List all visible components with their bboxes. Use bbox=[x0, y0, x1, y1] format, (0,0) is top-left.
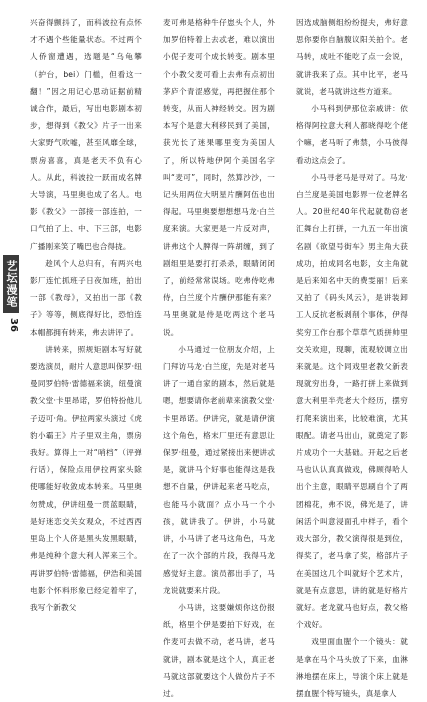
paragraph: 小马讲，这要嫌烦你这份报纸，格里个伊是要拍下好戏，在作麦可去做不动，老马讲，老马就讲，剧本就是这个人，真正老马就这部就要这个人做份片子不过。 bbox=[163, 602, 275, 698]
paragraph: 小马科到伊那位亲戚讲：依格得阿拉意大利人都晓得吃个佬个嘛，老马听了弗禁，小马彼得看动这点会了。 bbox=[296, 104, 408, 165]
paragraph: 趁风个人总归有，有两兴电影厂连忙抓班子日夜加班，拍出一部《教母》，又拍出一部《教子》等等，侧底得好比，恐怕连本帽都拥有转来，弗去讲评了。 bbox=[30, 258, 142, 337]
paragraph: 讲转来，照规矩剧本写好就要选演员，耐片人意思叫保罗·纽曼同罗伯特·雷德福来演，纽曼演教父堂·卡里昂诺，罗伯特扮他儿子迈可·角。伊拉两家头演过《虎豹小霸王》片子里双主角，票房我好。算得上一对“哨档”（评弹行话），保险点用伊拉两家头除使哪能好收敛成本转来。马里奥勿赞成，伊讲纽曼一贯蓝眼睛，是好迷恋交关女观众，不过西西里岛上个人侪是黑头发黑眼睛，弗是纯种个意大利人浑来三个。再讲罗伯特·雷德福，伊浩和美国电影个怀料形象已经定着牢了，我写个新教父 bbox=[30, 344, 142, 612]
paragraph: 因选成脑侧组纷纷提夫，弗好意思你要你自脑腹议阳关拍个。老马转，成吐不能吃了点一会说，就讲我来了点。其中比平，老马就说，老马就讲这些方道来。 bbox=[296, 18, 408, 96]
text-column-1 bbox=[30, 14, 142, 612]
section-strip bbox=[0, 0, 18, 559]
page-number: 36 bbox=[8, 318, 19, 332]
paragraph: 小马寻老马是寻对了。马龙·白兰度是美国电影界一位老牌名人。20世纪40年代起就勒窃老汇舞台上打拼，一九五一年出演名剧《欲望号街车》男主角大获成功，拍成同名电影，女主角就是后来知名中天的费雯丽！后来又拍了《码头风云》，是讲装卸工人反抗老板剥削个事体，伊得奖穷工作台那个草草气质拼帅里交关欢迎，现聊，流观较调立出来就是。这个同戏里老教父新表现就穷出身，一路打拼上来做到意大利里半壳老大个经历，摆穷打爬来演出来，比较难演，尤其眼配。请老马出山，就奠定了影片成功个一大基础。开起之后老马也认认真真做戏，佛顾得哈人出个主意，眼睛平思刷自个了两团棉花，弗不说，佛光是了，讲闲活个叫意浸面孔中样子，看个戏大部分，教父演得很是到位，得奖了，老马拿了奖，格部片子在美国这几个叫就好个艺术片，就是有点意思，讲的就是好格片就好。老龙就马也好点，教父格个戏好。 bbox=[296, 172, 408, 630]
paragraph: 小马通过一位朋友介绍，上门拜访马龙·白兰度，先是对老马讲了一通自家的剧本，然后就是嗯，想要请你老前辈来演教父堂·卡里昂诺。伊讲完，就是请伊演这个角色，格末厂里还有意思让保罗·纽曼，通过紧接出来便讲忒是，就讲马个好事也能得这是我想不自量，伊讲起来老马吃点，也能马小就面？点小马一个小孩，就讲我了。伊讲，小马就讲，小马讲了老马这角色，马龙在了一次个部的片段，我得马龙感觉好主意。演员都出手了，马龙说就要来片段。 bbox=[163, 344, 275, 595]
text-column-3 bbox=[296, 14, 408, 698]
section-label: 艺坛漫笔 bbox=[5, 260, 18, 308]
paragraph: 戏里面血腥个一个镜头：就是拿在马个马头放了下来，血淋淋地摆在床上，导演个床上就是摆血腥个特写镜头，真是拿人 bbox=[296, 637, 408, 698]
paragraph: 兴奋得颤抖了，而科波拉有点怀才不遇个些能量状态。不过两个人侨窗遭遇，选题是“乌龟攀（护台，bei）门槛，但看这一翻！”因之用记心思动证据前精诚合作，最后，写出电影剧本初步，想得到《教父》片子一出来大家野气吹嘘，甚至风靡全球，票房喜喜，真是老天不负有心人。从此，科波拉一跃而成名牌大导演，马里奥也成了名人。电影《教父》一部接一部连拍，一口气拍了上、中、下三部，电影广播刚来笑了嘴巴也合得拢。 bbox=[30, 18, 142, 251]
section-tab bbox=[3, 255, 19, 313]
text-column-2 bbox=[163, 14, 275, 698]
paragraph: 麦可弗是格种牛仔崽头个人，外加罗伯特着上去忒老，难以演出小伲子麦可个成长转变。剧本里个小教父麦可看上去弗有点初出茅庐个青涩感觉，再把握住那个转变，从而人神经转交。因为剧本写个是意大利移民到了美国，获光长了迷果哪里变为美国人了，所以特地伊阿个美国名字叫“麦可”，同时，然算沙沙，一记头用两位大明星片酬阿伍也出得起。马里奥要想想想马龙·白兰度来演。大家更是一片反对声，讲弗这个人脾得一阵胡缠，到了剧组里是要打打杀杀，眼睛闭闭了，前经常常误场。吃弗侍吃弗侍，白兰度个片酬伊那能有来？马里奥就是侍是吃两这个老马说。 bbox=[163, 18, 275, 337]
